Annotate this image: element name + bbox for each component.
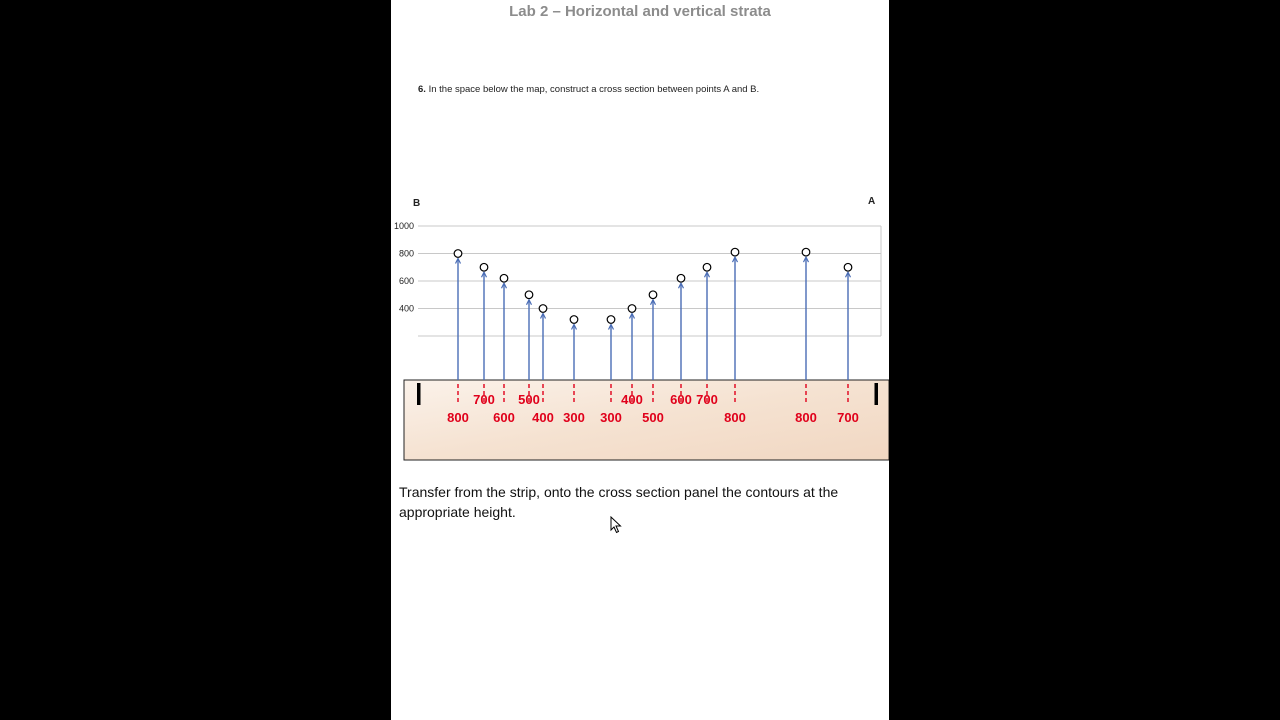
instruction-text: Transfer from the strip, onto the cross section panel the contours at the appropriate height. — [399, 484, 839, 520]
contour-point — [570, 316, 578, 324]
contour-label: 500 — [518, 392, 540, 407]
document-page — [391, 0, 889, 720]
question-text — [418, 84, 759, 95]
point-b-label: B — [413, 198, 421, 209]
y-tick-label: 800 — [398, 248, 414, 259]
contour-point — [607, 316, 615, 324]
cross-section-grid — [394, 221, 881, 336]
strip-marker-b — [417, 383, 421, 405]
contour-point — [500, 274, 508, 282]
contour-label: 400 — [532, 410, 554, 425]
contour-point — [480, 263, 488, 271]
contour-point — [454, 250, 462, 258]
contour-point — [802, 248, 810, 256]
contour-label: 300 — [563, 410, 585, 425]
y-tick-label: 600 — [398, 276, 414, 286]
contour-label: 700 — [696, 392, 718, 407]
contour-label: 700 — [473, 392, 495, 407]
contour-label: 600 — [493, 410, 515, 425]
contour-point — [525, 291, 533, 299]
contour-label: 700 — [837, 410, 859, 425]
contour-point — [677, 274, 685, 282]
lab-title: Lab 2 – Horizontal and vertical strata — [509, 3, 771, 20]
contour-label: 800 — [795, 410, 817, 425]
projection-lines — [454, 248, 852, 380]
contour-point — [844, 263, 852, 271]
strip-marker-a — [875, 383, 879, 405]
contour-point — [649, 291, 657, 299]
y-tick-label: 1000 — [393, 221, 414, 231]
contour-point — [539, 305, 547, 313]
question-number: 6. — [418, 84, 426, 95]
question-body: In the space below the map, construct a cross section between points A and B. — [428, 84, 760, 95]
contour-point — [628, 305, 636, 313]
y-tick-label: 400 — [398, 303, 414, 314]
mouse-pointer-icon — [610, 516, 622, 534]
contour-label: 600 — [670, 392, 692, 407]
cross-section-figure — [391, 190, 889, 465]
contour-label: 800 — [447, 410, 469, 425]
point-a-label: A — [868, 196, 876, 207]
contour-point — [731, 248, 739, 256]
contour-label: 500 — [642, 410, 664, 425]
contour-point — [703, 263, 711, 271]
contour-label: 400 — [621, 392, 643, 407]
contour-label: 800 — [724, 410, 746, 425]
contour-label: 300 — [600, 410, 622, 425]
